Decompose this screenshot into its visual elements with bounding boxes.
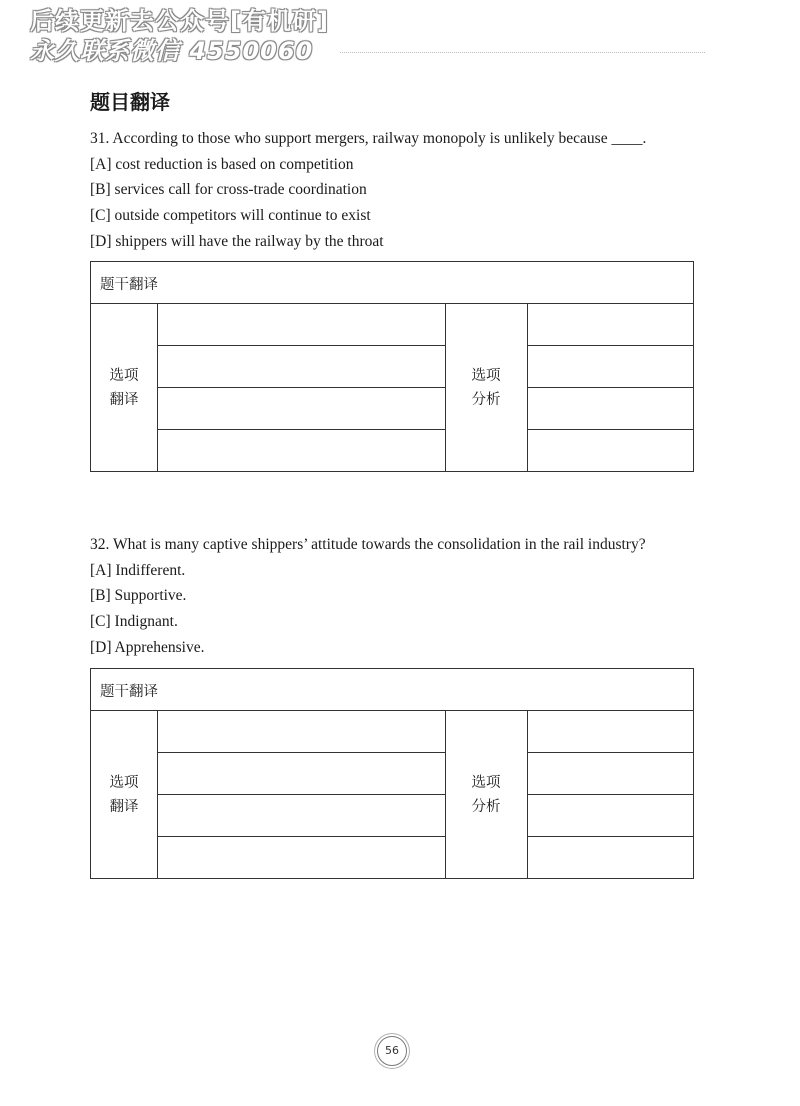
section-title: 题目翻译 — [90, 90, 170, 114]
option-d: [D] Apprehensive. — [90, 638, 205, 656]
row-divider — [158, 836, 445, 837]
row-divider — [158, 387, 445, 388]
option-a: [A] cost reduction is based on competition — [90, 155, 354, 173]
stem-translation-label: 题干翻译 — [100, 684, 158, 700]
answer-table-31 — [90, 261, 694, 472]
row-divider — [528, 752, 693, 753]
watermark — [30, 6, 350, 66]
option-translation-label: 选项 翻译 — [109, 775, 139, 815]
option-c: [C] Indignant. — [90, 613, 178, 631]
option-analysis-label: 选项 分析 — [471, 368, 501, 408]
stem-translation-row — [91, 262, 693, 304]
page-number: 56 — [377, 1036, 407, 1066]
option-analysis-label: 选项 分析 — [471, 775, 501, 815]
row-divider — [158, 429, 445, 430]
row-divider — [528, 345, 693, 346]
question-text: 31. According to those who support mergers, railway monopoly is unlikely because ____. — [90, 130, 647, 147]
question-text: 32. What is many captive shippers’ attitude towards the consolidation in the rail industry? — [90, 536, 646, 553]
row-divider — [158, 345, 445, 346]
stem-translation-row — [91, 669, 693, 711]
option-b: [B] services call for cross-trade coordination — [90, 181, 367, 199]
option-c: [C] outside competitors will continue to exist — [90, 207, 371, 225]
question-32 — [90, 532, 700, 661]
watermark-line-1: 后续更新去公众号[有机研] — [30, 7, 329, 35]
row-divider — [158, 752, 445, 753]
option-a: [A] Indifferent. — [90, 561, 186, 579]
stem-translation-label: 题干翻译 — [100, 277, 158, 293]
row-divider — [528, 429, 693, 430]
row-divider — [528, 836, 693, 837]
row-divider — [158, 794, 445, 795]
header-divider — [340, 52, 705, 53]
table-divider — [445, 304, 446, 471]
question-31 — [90, 126, 700, 255]
answer-table-32 — [90, 668, 694, 879]
option-d: [D] shippers will have the railway by the throat — [90, 232, 384, 250]
option-b: [B] Supportive. — [90, 587, 187, 605]
table-divider — [445, 711, 446, 878]
option-translation-label: 选项 翻译 — [109, 368, 139, 408]
row-divider — [528, 387, 693, 388]
row-divider — [528, 794, 693, 795]
watermark-line-2: 永久联系微信 4550060 — [30, 37, 314, 65]
